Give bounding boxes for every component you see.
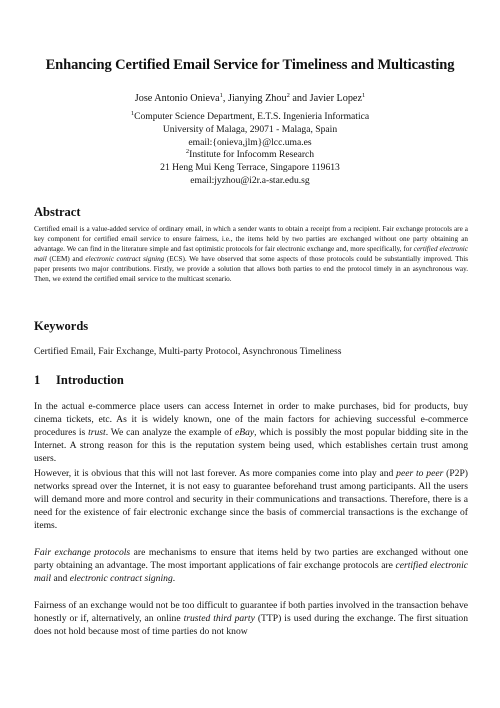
affiliation-mark: 1 <box>130 110 135 117</box>
affiliation-mark: 2 <box>185 148 190 155</box>
affiliation-block <box>0 149 500 187</box>
affiliation-line <box>0 149 500 162</box>
paragraph-text: and <box>51 573 70 585</box>
affiliation-department: Computer Science Department, E.T.S. Ingenieria Informatica <box>134 111 370 122</box>
paragraph-text: However, it is obvious that this will not last forever. As more companies come into play and <box>34 468 397 479</box>
paragraph-emphasis: Fair exchange protocols <box>34 547 131 558</box>
author-name: Javier Lopez <box>309 93 362 104</box>
author-affiliation-mark: 2 <box>286 92 290 99</box>
abstract-text: (ECS). We have observed that some aspects of those protocols could be substantially improved. This paper presents two major contributions. Firstly, we provide a solution that allows both parties to end the protocol timely in an asynchronous way. Then, we extend the certified email service to the multicast scenario. <box>34 255 468 283</box>
affiliation-institute: Institute for Infocomm Research <box>189 149 315 160</box>
paragraph-text: (P2P) networks spread over the Internet, it is not easy to guarantee beforehand trust among participants. All the users will demand more and more control and security in their communications and transactions. Therefore, there is a need for the existence of fair electronic exchange since the basis of commercial transactions is the exchange of items. <box>34 468 469 532</box>
paragraph-emphasis: certified electronic mail <box>34 560 468 585</box>
author-affiliation-mark: 1 <box>219 92 223 99</box>
abstract-text: (CEM) and <box>46 255 86 263</box>
paragraph <box>34 400 468 465</box>
affiliation-block <box>0 111 500 149</box>
abstract-body <box>34 224 468 284</box>
author-name: Jose Antonio Onieva <box>134 93 220 104</box>
paragraph-text: are mechanisms to ensure that items held by two parties are exchanged without one party obtaining an advantage. The most important applications of fair exchange protocols are <box>34 547 468 572</box>
abstract-emphasis: certified electronic mail <box>34 245 468 263</box>
abstract-emphasis: electronic contract signing <box>85 255 165 263</box>
paragraph-text: . We can analyze the example of <box>105 427 235 439</box>
paragraph <box>34 599 468 638</box>
paragraph-text: Fairness of an exchange would not be too difficult to guarantee if both parties involved in the transaction behave honestly or if, alternatively, an online <box>34 600 468 625</box>
paragraph-text: (TTP) is used during the exchange. The first situation does not hold because most of time parties do not know <box>34 613 468 638</box>
paragraph-emphasis: trusted third party <box>183 613 255 625</box>
paragraph-text: , which is possibly the most popular bidding site in the Internet. A strong reason for this is the reputation system being used, which establishes certain trust among users. <box>34 427 469 465</box>
author-list <box>0 93 500 104</box>
section-title: Introduction <box>56 373 124 387</box>
paragraph <box>34 467 468 532</box>
paragraph-emphasis: peer to peer <box>396 468 444 479</box>
paragraph-text: . <box>172 573 176 585</box>
paragraph-text: In the actual e-commerce place users can access Internet in order to make purchases, bid for products, buy cinema tickets, etc. As it is widely known, one of the main factors for achieving successful e-commerce procedures is <box>34 401 468 439</box>
affiliation-address: 21 Heng Mui Keng Terrace, Singapore 119613 <box>160 161 340 173</box>
abstract-text: Certified email is a value-added service of ordinary email, in which a sender wants to obtain a receipt from a recipient. Fair exchange protocols are a key component for certified email service to ensure fairness, i.e., the items held by two parties are exchanged without one party obtaining an advantage. We can find in the literature simple and fast optimistic protocols for fair electronic exchange and, more specifically, for <box>34 225 468 253</box>
paragraph-emphasis: trust <box>88 427 106 439</box>
abstract-heading: Abstract <box>34 205 81 219</box>
affiliation-address: University of Malaga, 29071 - Malaga, Spain <box>162 123 338 135</box>
section-heading <box>34 373 124 388</box>
author-separator: , <box>222 93 228 104</box>
author-affiliation-mark: 1 <box>361 92 366 99</box>
keywords-text: Certified Email, Fair Exchange, Multi-party Protocol, Asynchronous Timeliness <box>34 346 342 357</box>
paragraph <box>34 546 468 585</box>
affiliation-line <box>0 111 500 124</box>
paragraph-emphasis: eBay <box>234 427 255 439</box>
section-number: 1 <box>34 373 41 387</box>
paper-title: Enhancing Certified Email Service for Timeliness and Multicasting <box>45 57 455 73</box>
affiliation-email: email:{onieva,jlm}@lcc.uma.es <box>188 136 312 148</box>
paragraph-emphasis: electronic contract signing <box>69 573 173 585</box>
keywords-heading: Keywords <box>34 319 89 333</box>
affiliation-email: email:jyzhou@i2r.a-star.edu.sg <box>190 174 310 186</box>
author-separator: and <box>289 93 310 104</box>
author-name: Jianying Zhou <box>228 93 287 104</box>
